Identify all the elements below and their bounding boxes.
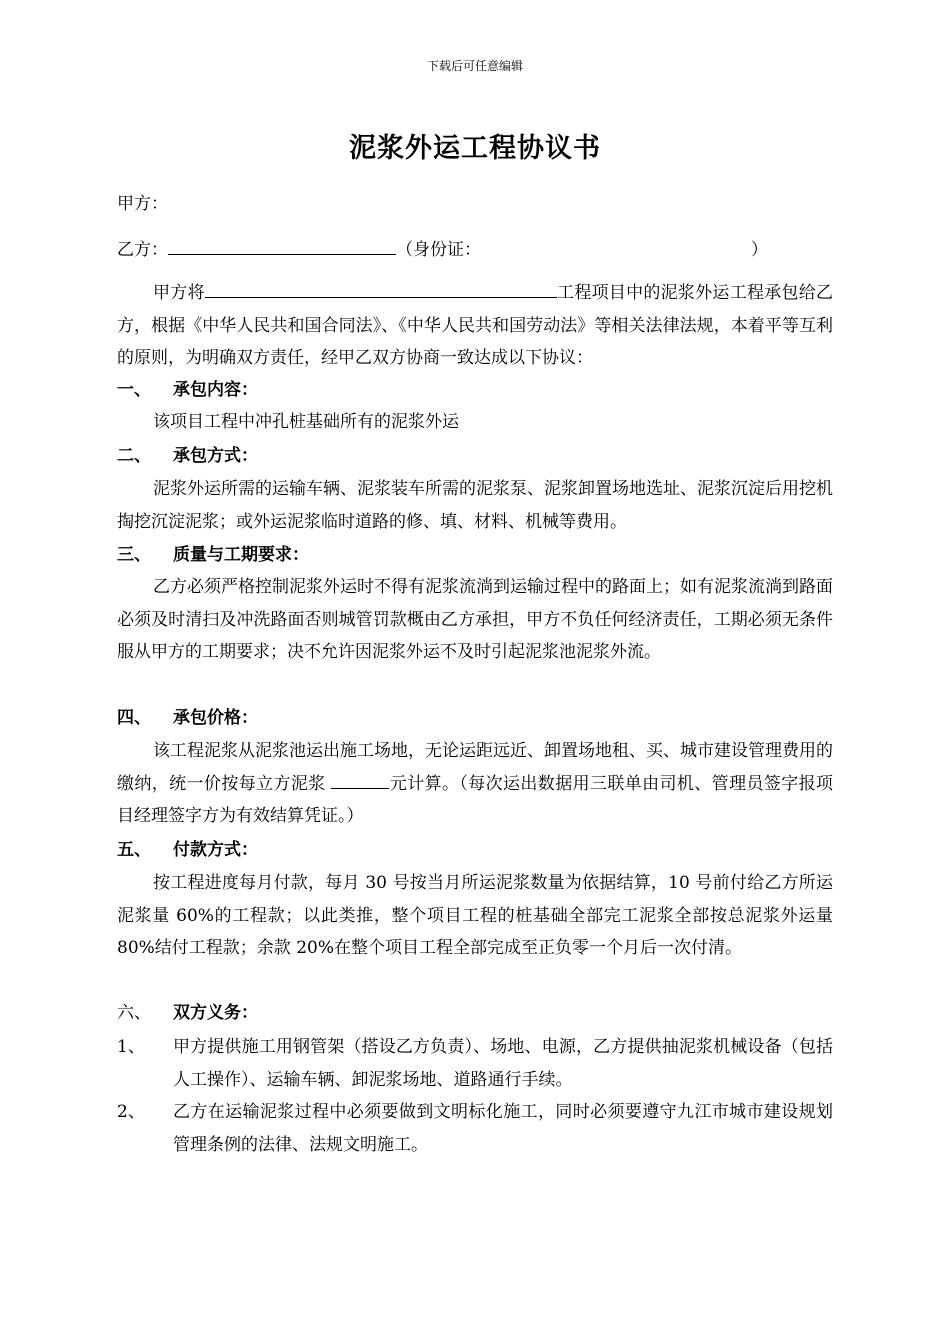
section-number: 一、: [117, 380, 151, 400]
section-4-heading: [117, 706, 258, 730]
party-b-id-open: （身份证：: [396, 240, 481, 260]
intro-paragraph: [117, 277, 833, 375]
section-3-body: 乙方必须严格控制泥浆外运时不得有泥浆流淌到运输过程中的路面上；如有泥浆流淌到路面必须及时清扫及冲洗路面否则城管罚款概由乙方承担，甲方不负任何经济责任，工期必须无条件服从甲方的工期要求；决不允许因泥浆外运不及时引起泥浆池泥浆外流。: [117, 577, 833, 662]
section-2-body: 泥浆外运所需的运输车辆、泥浆装车所需的泥浆泵、泥浆卸置场地选址、泥浆沉淀后用挖机掏挖沉淀泥浆；或外运泥浆临时道路的修、填、材料、机械等费用。: [117, 479, 833, 532]
section-title: 质量与工期要求：: [173, 545, 309, 565]
party-b-id-close: ）: [751, 240, 768, 260]
section-number: 三、: [117, 545, 151, 565]
document-title: 泥浆外运工程协议书: [349, 133, 601, 164]
section-5-body: 按工程进度每月付款，每月 30 号按当月所运泥浆数量为依据结算，10 号前付给乙方所运泥浆量 60%的工程款；以此类推，整个项目工程的桩基础全部完工泥浆全部按总泥浆外运量 80%结付工程款；余款 20%在整个项目工程全部完成至正负零一个月后一次付清。: [117, 873, 833, 958]
section-1-body: 该项目工程中冲孔桩基础所有的泥浆外运: [153, 412, 459, 432]
section-5-heading: [117, 838, 258, 862]
section-4-body: [117, 735, 833, 833]
header-note: 下载后可任意编辑: [426, 59, 523, 73]
project-name-blank[interactable]: [205, 279, 557, 298]
section-2-heading: [117, 444, 258, 468]
section-title: 承包方式：: [173, 446, 258, 466]
section-3-heading: [117, 543, 309, 567]
intro-suffix: 工程项目中的泥浆外运工程承包给乙方，根据《中华人民共和国合同法》、《中华人民共和国劳动法》等相关法律法规，本着平等互利的原则，为明确双方责任，经甲乙双方协商一致达成以下协议：: [117, 283, 834, 368]
party-a-line: [117, 192, 168, 216]
section-1-heading: [117, 378, 258, 402]
price-prefix: 该工程泥浆从泥浆池运出施工场地，无论运距远近、卸置场地租、买、城市建设管理费用的缴纳，统一价按每立方泥浆: [117, 741, 833, 794]
section-6-heading: [117, 1001, 258, 1025]
unit-price-blank[interactable]: [331, 770, 389, 789]
obligation-1-number: 1、: [117, 1037, 145, 1057]
intro-prefix: 甲方将: [153, 283, 205, 303]
party-b-label: 乙方：: [117, 240, 168, 260]
party-b-id-blank[interactable]: [481, 237, 751, 255]
section-number: 五、: [117, 840, 151, 860]
section-number: 四、: [117, 708, 151, 728]
section-title: 承包内容：: [173, 380, 258, 400]
obligation-2-number: 2、: [117, 1102, 145, 1122]
party-b-line: [117, 236, 768, 262]
party-a-label: 甲方：: [117, 194, 168, 214]
section-number: 二、: [117, 446, 151, 466]
obligation-2-text: 乙方在运输泥浆过程中必须要做到文明标化施工，同时必须要遵守九江市城市建设规划管理条例的法律、法规文明施工。: [173, 1102, 833, 1155]
section-title: 双方义务：: [173, 1003, 258, 1023]
section-number: 六、: [117, 1003, 151, 1023]
section-title: 承包价格：: [173, 708, 258, 728]
party-b-name-blank[interactable]: [168, 236, 396, 255]
section-title: 付款方式：: [173, 840, 258, 860]
obligation-1-text: 甲方提供施工用钢管架（搭设乙方负责）、场地、电源，乙方提供抽泥浆机械设备（包括人工操作）、运输车辆、卸泥浆场地、道路通行手续。: [173, 1037, 833, 1090]
price-suffix: 元计算。（每次运出数据用三联单由司机、管理员签字报项目经理签字方为有效结算凭证。）: [117, 773, 833, 826]
